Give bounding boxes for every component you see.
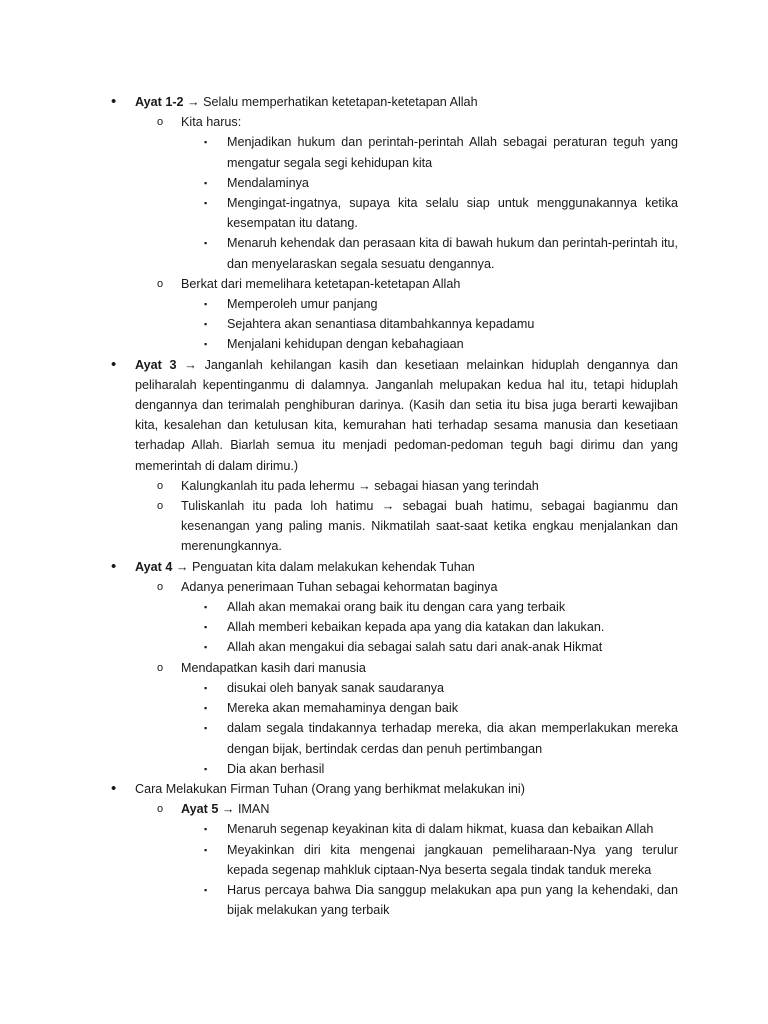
item-text: Menaruh segenap keyakinan kita di dalam hikmat, kuasa dan kebaikan Allah	[227, 822, 654, 837]
circle-marker: o	[157, 661, 164, 674]
square-marker: ▪	[204, 884, 208, 895]
circle-marker: o	[157, 479, 164, 492]
item-text: Mereka akan memahaminya dengan baik	[227, 701, 459, 716]
square-marker: ▪	[204, 642, 208, 653]
outline-subsubitem	[204, 637, 678, 657]
item-text: disukai oleh banyak sanak saudaranya	[227, 680, 445, 695]
item-text: Menjadikan hukum dan perintah-perintah Allah sebagai peraturan teguh yang mengatur segala segi kehidupan kita	[227, 135, 678, 170]
item-text: Kita harus:	[181, 115, 242, 130]
square-marker: ▪	[204, 622, 208, 633]
outline-subsubitem	[204, 698, 678, 718]
item-text: Meyakinkan diri kita mengenai jangkauan pemeliharaan-Nya yang terulur kepada segenap mahkluk ciptaan-Nya beserta segala tindak tanduk mereka	[227, 842, 678, 877]
square-marker: ▪	[204, 137, 208, 148]
item-text: Berkat dari memelihara ketetapan-ketetapan Allah	[181, 276, 461, 291]
outline-subsubitem	[204, 840, 678, 880]
item-text: Menaruh kehendak dan perasaan kita di bawah hukum dan perintah-perintah itu, dan menyelaraskan segala sesuatu dengannya.	[227, 236, 678, 271]
bullet-marker: •	[111, 355, 117, 373]
circle-marker: o	[157, 803, 164, 816]
circle-marker: o	[157, 116, 164, 129]
square-marker: ▪	[204, 339, 208, 350]
square-marker: ▪	[204, 319, 208, 330]
square-marker: ▪	[204, 198, 208, 209]
square-marker: ▪	[204, 723, 208, 734]
outline-subsubitem	[204, 132, 678, 172]
item-text: dalam segala tindakannya terhadap mereka, dia akan memperlakukan mereka dengan bijak, bertindak cerdas dan penuh pertimbangan	[227, 721, 678, 756]
arrow-icon: →	[184, 357, 197, 372]
item-text: IMAN	[237, 802, 270, 817]
outline-subsubitem	[204, 314, 678, 334]
outline-subsubitem	[204, 294, 678, 314]
outline-subsubitem	[204, 233, 678, 273]
arrow-icon: →	[187, 95, 200, 109]
item-text: Selalu memperhatikan ketetapan-ketetapan Allah	[203, 95, 478, 109]
square-marker: ▪	[204, 703, 208, 714]
outline-subsubitem	[204, 597, 678, 617]
outline-item-ayat-3	[111, 355, 678, 476]
outline-subitem	[157, 112, 678, 132]
square-marker: ▪	[204, 824, 208, 835]
bullet-marker: •	[111, 93, 117, 110]
item-text: Mendapatkan kasih dari manusia	[181, 660, 366, 675]
item-text: sebagai hiasan yang terindah	[374, 478, 539, 493]
item-text: Adanya penerimaan Tuhan sebagai kehormatan baginya	[181, 579, 498, 594]
square-marker: ▪	[204, 177, 208, 188]
outline	[0, 92, 768, 920]
square-marker: ▪	[204, 238, 208, 249]
square-marker: ▪	[204, 602, 208, 613]
outline-subsubitem	[204, 678, 678, 698]
square-marker: ▪	[204, 682, 208, 693]
item-lead-text: Kalungkanlah itu pada lehermu	[181, 478, 355, 493]
square-marker: ▪	[204, 299, 208, 310]
item-text: Sejahtera akan senantiasa ditambahkannya kepadamu	[227, 317, 535, 332]
outline-subsubitem	[204, 759, 678, 779]
outline-subitem-ayat-5	[157, 799, 678, 819]
item-text: Harus percaya bahwa Dia sanggup melakukan apa pun yang Ia kehendaki, dan bijak melakukan yang terbaik	[227, 882, 678, 918]
circle-marker: o	[157, 500, 164, 513]
item-text: Allah akan memakai orang baik itu dengan cara yang terbaik	[227, 600, 566, 615]
verse-label: Ayat 3	[135, 357, 177, 372]
item-lead-text: Tuliskanlah itu pada loh hatimu	[181, 499, 374, 514]
item-text: Allah akan mengakui dia sebagai salah satu dari anak-anak Hikmat	[227, 640, 603, 655]
outline-subsubitem	[204, 617, 678, 637]
item-text: Allah memberi kebaikan kepada apa yang dia katakan dan lakukan.	[227, 620, 605, 635]
arrow-icon: →	[358, 478, 371, 493]
outline-subsubitem	[204, 334, 678, 354]
square-marker: ▪	[204, 844, 208, 855]
outline-subitem	[157, 496, 679, 557]
bullet-marker: •	[111, 557, 117, 575]
circle-marker: o	[157, 277, 164, 290]
item-text: Mengingat-ingatnya, supaya kita selalu siap untuk menggunakannya ketika kesempatan itu datang.	[227, 196, 678, 231]
arrow-icon: →	[221, 802, 235, 817]
verse-label: Ayat 4	[135, 559, 173, 574]
item-text: Mendalaminya	[227, 175, 309, 190]
outline-subsubitem	[204, 718, 678, 758]
item-text: Dia akan berhasil	[227, 761, 325, 776]
arrow-icon: →	[381, 499, 395, 514]
outline-item-cara-melakukan	[111, 779, 678, 799]
outline-subsubitem	[204, 819, 678, 839]
outline-item-ayat-1-2	[111, 92, 678, 112]
item-text: sebagai buah hatimu, sebagai bagianmu dan kesenangan yang paling manis. Nikmatilah saat-saat ketika engkau menjalankan dan merenungkannya.	[181, 499, 679, 554]
item-text: Memperoleh umur panjang	[227, 297, 378, 312]
bullet-marker: •	[111, 779, 117, 797]
verse-label: Ayat 1-2	[135, 95, 184, 109]
outline-subsubitem	[204, 880, 678, 920]
outline-subsubitem	[204, 193, 678, 233]
item-text: Cara Melakukan Firman Tuhan (Orang yang berhikmat melakukan ini)	[135, 781, 525, 796]
item-text: Janganlah kehilangan kasih dan kesetiaan melainkan hiduplah dengannya dan peliharalah kepentinganmu di dalamnya. Janganlah melupakan kedua hal itu, tetapi hiduplah dengannya dan terimalah penghiburan darinya. (Kasih dan setia itu bisa juga berarti kewajiban kita, kesalehan dan ketulusan kita, kemurahan hati terhadap sesama manusia dan kesetiaan terhadap Allah. Biarlah semua itu menjadi pedoman-pedoman teguh bagi dirimu dan yang memerintah di dalam dirimu.)	[135, 357, 678, 473]
outline-subsubitem	[204, 173, 678, 193]
outline-subitem	[157, 476, 678, 496]
outline-subitem	[157, 577, 678, 597]
square-marker: ▪	[204, 763, 208, 774]
item-text: Menjalani kehidupan dengan kebahagiaan	[227, 337, 464, 352]
arrow-icon: →	[175, 559, 189, 574]
outline-subitem	[157, 274, 678, 294]
circle-marker: o	[157, 580, 164, 593]
outline-subitem	[157, 658, 678, 678]
outline-item-ayat-4	[111, 557, 678, 577]
verse-label: Ayat 5	[181, 802, 219, 817]
item-text: Penguatan kita dalam melakukan kehendak Tuhan	[191, 559, 475, 574]
